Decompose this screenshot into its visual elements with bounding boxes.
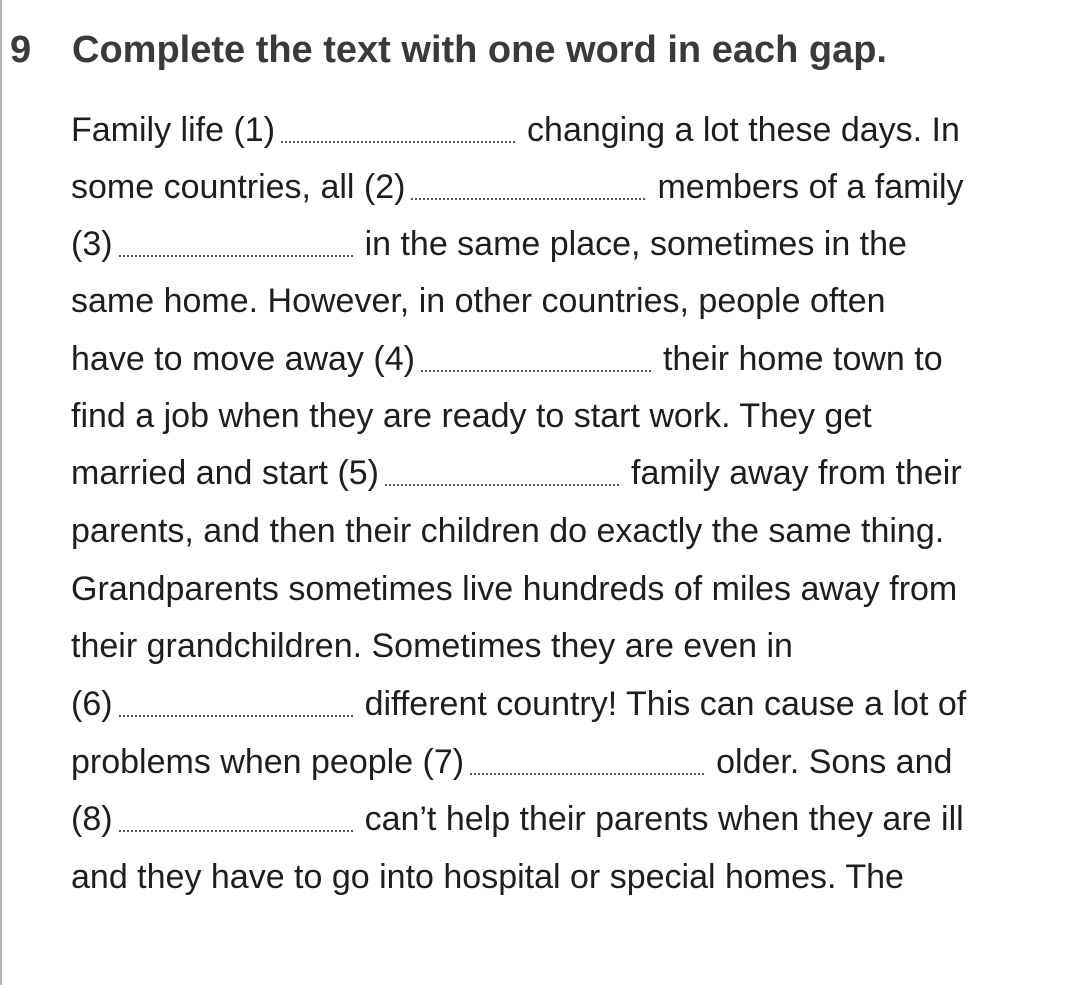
line-text: have to move away (4) [71,339,415,378]
line-text: Grandparents sometimes live hundreds of miles away from [71,569,958,608]
line-text: some countries, all (2) [71,167,406,206]
line-text: their home town to [662,339,943,378]
exercise-number: 9 [10,28,32,71]
text-line-14 [71,857,904,897]
text-line-11 [71,684,966,724]
text-line-12 [71,742,952,782]
line-text: (6) [71,684,113,723]
line-text: Family life (1) [71,110,276,149]
gap-5[interactable] [385,460,619,486]
gap-7[interactable] [470,749,704,775]
line-text: their grandchildren. Sometimes they are even in [71,626,793,665]
line-text: find a job when they are ready to start work. They get [71,396,872,435]
text-line-9 [71,569,957,609]
line-text: members of a family [657,167,964,206]
line-text: married and start (5) [71,453,379,492]
line-text: same home. However, in other countries, people often [71,281,886,320]
line-text: changing a lot these days. In [527,110,960,149]
exercise-instruction: Complete the text with one word in each gap. [72,28,887,71]
line-text: family away from their [631,453,962,492]
gap-2[interactable] [411,174,645,200]
gap-6[interactable] [119,691,353,717]
text-line-10 [71,626,793,666]
exercise-heading [10,25,887,75]
line-text: problems when people (7) [71,742,465,781]
page-left-border [0,0,2,985]
text-line-8 [71,511,944,551]
line-text: parents, and then their children do exactly the same thing. [71,511,945,550]
gap-8[interactable] [119,806,353,832]
text-line-1 [71,110,960,150]
line-text: (8) [71,799,113,838]
line-text: can’t help their parents when they are ill [364,799,964,838]
text-line-6 [71,396,872,436]
line-text: in the same place, sometimes in the [364,224,907,263]
gap-1[interactable] [281,117,515,143]
text-line-13 [71,799,964,839]
line-text: and they have to go into hospital or special homes. The [71,857,904,896]
text-line-5 [71,339,943,379]
text-line-7 [71,453,962,493]
line-text: different country! This can cause a lot of [364,684,967,723]
text-line-2 [71,167,964,207]
text-line-4 [71,281,886,321]
gap-3[interactable] [119,231,353,257]
text-line-3 [71,224,907,264]
line-text: older. Sons and [716,742,953,781]
gap-4[interactable] [421,346,651,372]
line-text: (3) [71,224,113,263]
